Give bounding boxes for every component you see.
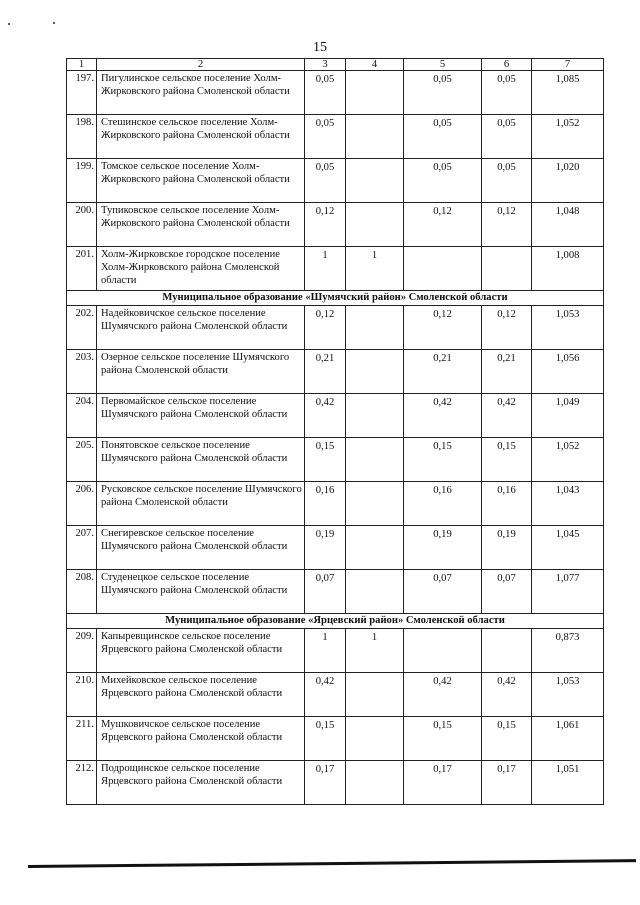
header-cell: 6 [482, 59, 532, 71]
table-row [67, 438, 604, 482]
settlement-name: Студенецкое сельское поселение Шумячского района Смоленской области [97, 570, 305, 614]
value-col-5: 0,19 [404, 526, 482, 570]
value-col-3: 0,05 [305, 115, 346, 159]
value-col-3: 0,12 [305, 203, 346, 247]
value-col-4 [346, 673, 404, 717]
settlement-name: Капыревщинское сельское поселение Ярцевского района Смоленской области [97, 629, 305, 673]
row-number: 205. [67, 438, 97, 482]
header-cell: 5 [404, 59, 482, 71]
value-col-3: 0,42 [305, 673, 346, 717]
value-col-5: 0,42 [404, 673, 482, 717]
value-col-5: 0,15 [404, 717, 482, 761]
table-row [67, 717, 604, 761]
settlement-name: Снегиревское сельское поселение Шумячского района Смоленской области [97, 526, 305, 570]
value-col-7: 1,061 [532, 717, 604, 761]
value-col-6: 0,05 [482, 71, 532, 115]
value-col-3: 0,42 [305, 394, 346, 438]
value-col-4 [346, 203, 404, 247]
value-col-6: 0,19 [482, 526, 532, 570]
row-number: 208. [67, 570, 97, 614]
value-col-4 [346, 717, 404, 761]
value-col-6: 0,16 [482, 482, 532, 526]
row-number: 199. [67, 159, 97, 203]
settlement-name: Пигулинское сельское поселение Холм-Жирковского района Смоленской области [97, 71, 305, 115]
value-col-4: 1 [346, 629, 404, 673]
row-number: 200. [67, 203, 97, 247]
scan-speck [8, 23, 10, 25]
value-col-6: 0,12 [482, 203, 532, 247]
value-col-7: 1,045 [532, 526, 604, 570]
value-col-5: 0,07 [404, 570, 482, 614]
value-col-6: 0,12 [482, 306, 532, 350]
value-col-4 [346, 71, 404, 115]
table-row [67, 570, 604, 614]
row-number: 197. [67, 71, 97, 115]
value-col-6: 0,17 [482, 761, 532, 805]
settlement-name: Озерное сельское поселение Шумячского района Смоленской области [97, 350, 305, 394]
value-col-5: 0,15 [404, 438, 482, 482]
page-number: 15 [313, 40, 327, 55]
settlement-name: Понятовское сельское поселение Шумячского района Смоленской области [97, 438, 305, 482]
scan-speck [53, 22, 55, 24]
value-col-3: 0,05 [305, 71, 346, 115]
value-col-3: 0,15 [305, 717, 346, 761]
row-number: 198. [67, 115, 97, 159]
settlement-name: Надейковичское сельское поселение Шумячского района Смоленской области [97, 306, 305, 350]
value-col-6: 0,05 [482, 159, 532, 203]
header-cell: 2 [97, 59, 305, 71]
value-col-3: 0,17 [305, 761, 346, 805]
value-col-5: 0,42 [404, 394, 482, 438]
value-col-7: 1,008 [532, 247, 604, 291]
value-col-4 [346, 350, 404, 394]
value-col-6: 0,15 [482, 438, 532, 482]
row-number: 203. [67, 350, 97, 394]
table-row [67, 394, 604, 438]
settlement-name: Томское сельское поселение Холм-Жирковского района Смоленской области [97, 159, 305, 203]
table-row [67, 350, 604, 394]
row-number: 206. [67, 482, 97, 526]
value-col-4 [346, 761, 404, 805]
value-col-4 [346, 306, 404, 350]
table-row [67, 526, 604, 570]
table-row [67, 761, 604, 805]
row-number: 211. [67, 717, 97, 761]
value-col-6 [482, 247, 532, 291]
value-col-7: 0,873 [532, 629, 604, 673]
value-col-5: 0,12 [404, 306, 482, 350]
settlement-name: Тупиковское сельское поселение Холм-Жирковского района Смоленской области [97, 203, 305, 247]
table-row [67, 203, 604, 247]
header-cell: 1 [67, 59, 97, 71]
table-row [67, 115, 604, 159]
settlement-name: Холм-Жирковское городское поселение Холм-Жирковского района Смоленской области [97, 247, 305, 291]
value-col-7: 1,051 [532, 761, 604, 805]
settlements-table [66, 58, 604, 805]
table-row [67, 482, 604, 526]
value-col-6: 0,21 [482, 350, 532, 394]
value-col-5: 0,05 [404, 115, 482, 159]
section-title: Муниципальное образование «Шумячский район» Смоленской области [67, 291, 604, 306]
value-col-5: 0,05 [404, 159, 482, 203]
row-number: 202. [67, 306, 97, 350]
row-number: 204. [67, 394, 97, 438]
value-col-3: 0,19 [305, 526, 346, 570]
settlement-name: Подрощинское сельское поселение Ярцевского района Смоленской области [97, 761, 305, 805]
header-cell: 4 [346, 59, 404, 71]
value-col-3: 0,05 [305, 159, 346, 203]
value-col-7: 1,056 [532, 350, 604, 394]
bottom-rule [28, 859, 636, 868]
value-col-5: 0,12 [404, 203, 482, 247]
header-row [67, 59, 604, 71]
section-header-row [67, 614, 604, 629]
table-row [67, 306, 604, 350]
value-col-4 [346, 570, 404, 614]
section-title: Муниципальное образование «Ярцевский район» Смоленской области [67, 614, 604, 629]
value-col-5: 0,21 [404, 350, 482, 394]
value-col-7: 1,043 [532, 482, 604, 526]
value-col-3: 0,15 [305, 438, 346, 482]
value-col-4 [346, 159, 404, 203]
table-row [67, 71, 604, 115]
value-col-5 [404, 247, 482, 291]
row-number: 210. [67, 673, 97, 717]
value-col-4 [346, 115, 404, 159]
value-col-6: 0,42 [482, 673, 532, 717]
value-col-7: 1,053 [532, 673, 604, 717]
table-row [67, 629, 604, 673]
value-col-3: 1 [305, 629, 346, 673]
value-col-7: 1,053 [532, 306, 604, 350]
table-row [67, 159, 604, 203]
settlement-name: Русковское сельское поселение Шумячского района Смоленской области [97, 482, 305, 526]
value-col-4: 1 [346, 247, 404, 291]
value-col-7: 1,085 [532, 71, 604, 115]
value-col-7: 1,052 [532, 115, 604, 159]
value-col-6: 0,07 [482, 570, 532, 614]
value-col-4 [346, 438, 404, 482]
settlement-name: Первомайское сельское поселение Шумячского района Смоленской области [97, 394, 305, 438]
table-row [67, 247, 604, 291]
row-number: 207. [67, 526, 97, 570]
settlement-name: Мушковичское сельское поселение Ярцевского района Смоленской области [97, 717, 305, 761]
value-col-3: 1 [305, 247, 346, 291]
settlement-name: Михейковское сельское поселение Ярцевского района Смоленской области [97, 673, 305, 717]
value-col-7: 1,020 [532, 159, 604, 203]
value-col-5 [404, 629, 482, 673]
value-col-7: 1,049 [532, 394, 604, 438]
section-header-row [67, 291, 604, 306]
value-col-6: 0,42 [482, 394, 532, 438]
settlement-name: Стешинское сельское поселение Холм-Жирковского района Смоленской области [97, 115, 305, 159]
table-row [67, 673, 604, 717]
value-col-6: 0,15 [482, 717, 532, 761]
value-col-4 [346, 482, 404, 526]
row-number: 201. [67, 247, 97, 291]
value-col-5: 0,16 [404, 482, 482, 526]
value-col-4 [346, 526, 404, 570]
value-col-6 [482, 629, 532, 673]
value-col-3: 0,16 [305, 482, 346, 526]
row-number: 212. [67, 761, 97, 805]
value-col-7: 1,052 [532, 438, 604, 482]
value-col-5: 0,17 [404, 761, 482, 805]
value-col-6: 0,05 [482, 115, 532, 159]
header-cell: 7 [532, 59, 604, 71]
value-col-7: 1,077 [532, 570, 604, 614]
row-number: 209. [67, 629, 97, 673]
header-cell: 3 [305, 59, 346, 71]
value-col-5: 0,05 [404, 71, 482, 115]
value-col-3: 0,07 [305, 570, 346, 614]
value-col-3: 0,21 [305, 350, 346, 394]
table-body [67, 59, 604, 805]
value-col-4 [346, 394, 404, 438]
value-col-7: 1,048 [532, 203, 604, 247]
value-col-3: 0,12 [305, 306, 346, 350]
